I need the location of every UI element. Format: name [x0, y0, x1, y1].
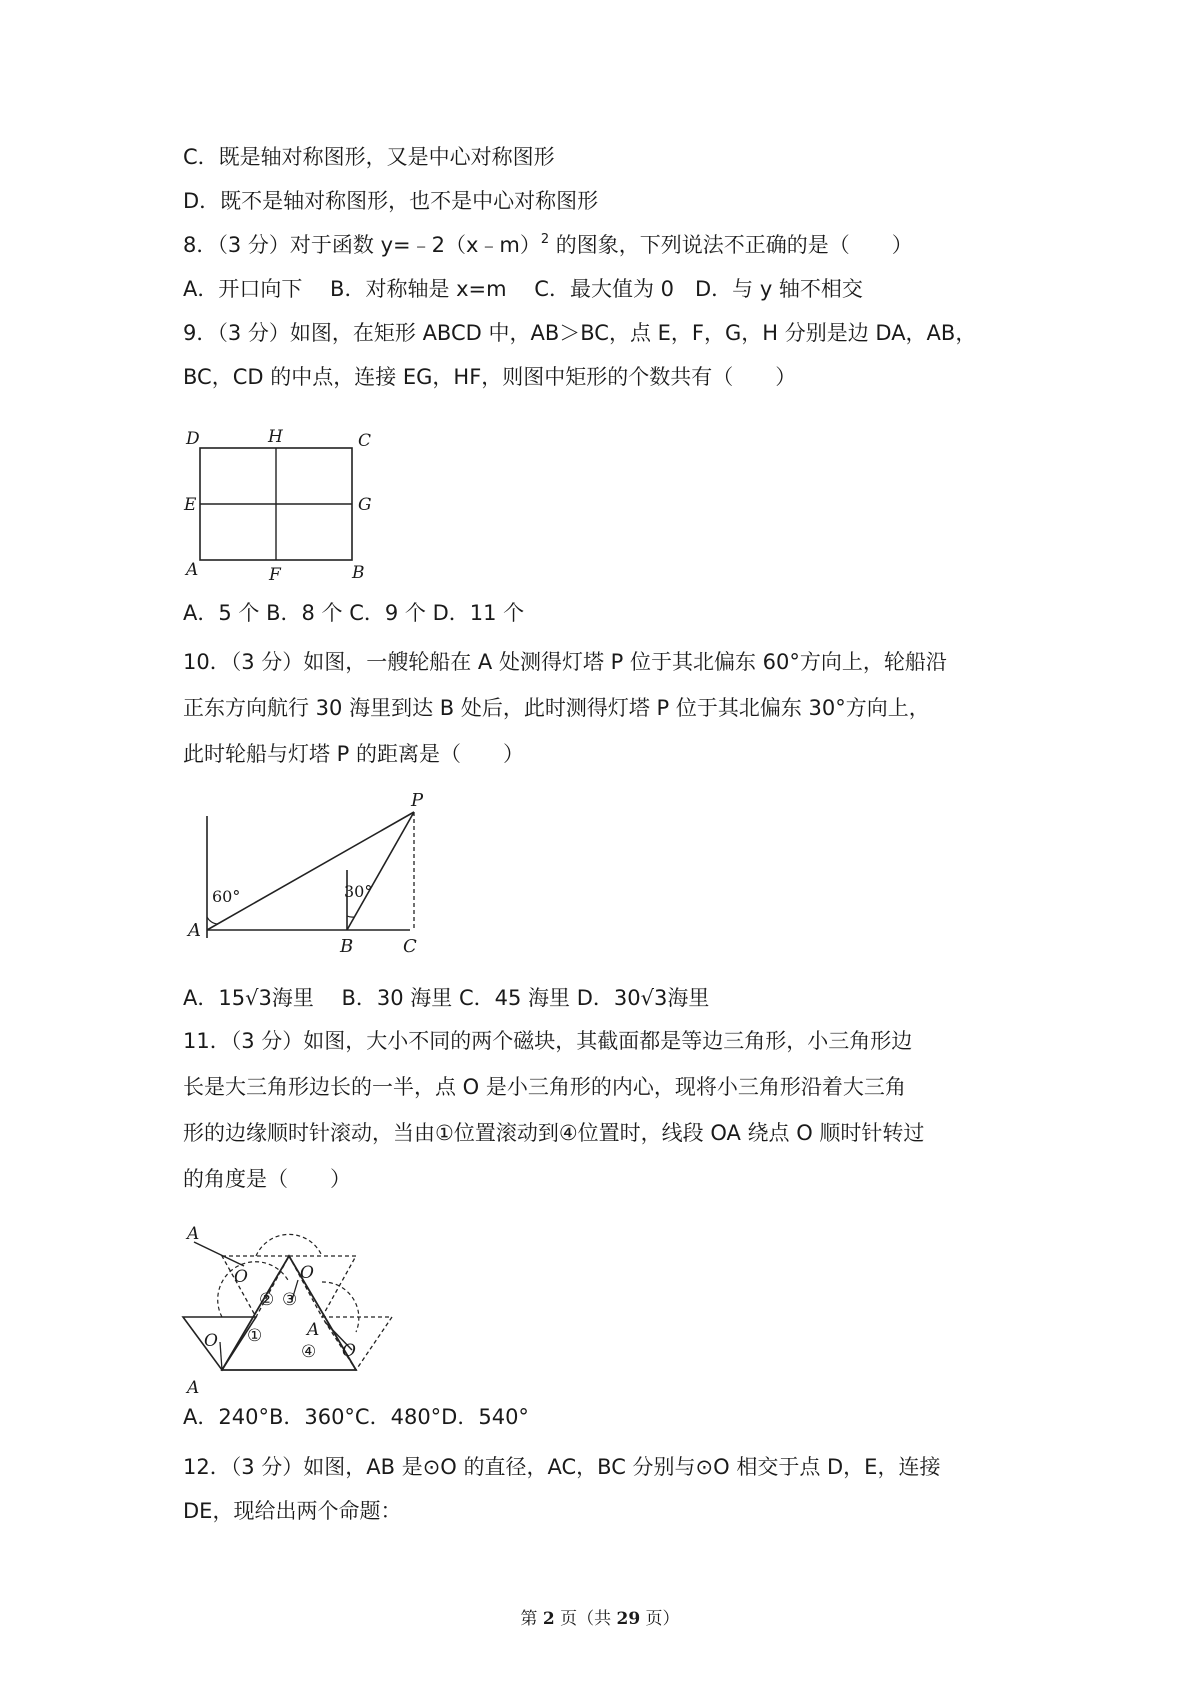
q9-label-f: F — [269, 565, 281, 585]
q9-label-e: E — [184, 495, 197, 515]
q12-line-2: DE，现给出两个命题： — [183, 1499, 402, 1523]
q10-label-p: P — [411, 790, 424, 811]
q9-label-h: H — [268, 428, 283, 447]
q9-label-g: G — [358, 495, 372, 515]
q9-label-c: C — [358, 431, 372, 451]
q11-line-3: 形的边缘顺时针滚动，当由①位置滚动到④位置时，线段 OA 绕点 O 顺时针转过 — [183, 1121, 925, 1145]
q9-line-1: 9．（3 分）如图，在矩形 ABCD 中，AB＞BC，点 E，F，G，H 分别是边 DA，AB， — [183, 321, 977, 345]
q11-line-1: 11．（3 分）如图，大小不同的两个磁块，其截面都是等边三角形，小三角形边 — [183, 1029, 913, 1053]
q10-line-1: 10．（3 分）如图，一艘轮船在 A 处测得灯塔 P 位于其北偏东 60°方向上，轮船沿 — [183, 650, 947, 674]
q10-angle-b: 30° — [344, 882, 373, 901]
q8-stem-a: 8．（3 分）对于函数 y=﹣2（x﹣m） — [183, 233, 541, 257]
q9-label-d: D — [186, 429, 200, 449]
q10-lighthouse-figure — [180, 790, 440, 960]
q10-line-2: 正东方向航行 30 海里到达 B 处后，此时测得灯塔 P 位于其北偏东 30°方向上， — [183, 696, 930, 720]
q8-exponent: 2 — [540, 232, 550, 247]
footer-prefix: 第 — [520, 1609, 543, 1629]
q12-line-1: 12．（3 分）如图，AB 是⊙O 的直径，AC，BC 分别与⊙O 相交于点 D，E，连接 — [183, 1455, 941, 1479]
q11-position-4: ④ — [301, 1342, 317, 1362]
q11-label-o-3: O — [204, 1331, 218, 1351]
q10-label-c: C — [403, 936, 417, 957]
q11-position-1: ① — [247, 1326, 263, 1346]
q7-option-d: D．既不是轴对称图形，也不是中心对称图形 — [183, 189, 599, 213]
footer-page-number: 2 — [542, 1609, 555, 1629]
q11-magnet-triangle-figure — [180, 1222, 400, 1397]
footer-total-pages: 29 — [616, 1609, 641, 1629]
q11-label-a-mid: A — [307, 1320, 320, 1340]
q11-position-3: ③ — [282, 1290, 298, 1310]
footer-suffix: 页） — [640, 1609, 680, 1629]
q11-label-a-top: A — [187, 1224, 200, 1244]
q10-label-b: B — [340, 936, 354, 957]
q10-line-3: 此时轮船与灯塔 P 的距离是（ ） — [183, 742, 525, 766]
q7-option-c: C．既是轴对称图形，又是中心对称图形 — [183, 145, 555, 169]
q8-stem — [183, 230, 913, 264]
q11-position-2: ② — [259, 1290, 275, 1310]
q11-label-o-1: O — [234, 1267, 248, 1287]
q11-line-4: 的角度是（ ） — [183, 1167, 351, 1191]
q8-stem-b: 的图象，下列说法不正确的是（ ） — [549, 233, 913, 257]
q11-label-o-4: O — [342, 1341, 356, 1361]
q10-angle-a: 60° — [212, 887, 241, 906]
page-footer — [0, 1604, 1200, 1629]
q9-label-a: A — [186, 560, 199, 580]
q11-label-a-bottom: A — [187, 1378, 200, 1397]
q11-line-2: 长是大三角形边长的一半，点 O 是小三角形的内心，现将小三角形沿着大三角 — [183, 1075, 906, 1099]
q9-line-2: BC，CD 的中点，连接 EG，HF，则图中矩形的个数共有（ ） — [183, 365, 797, 389]
q11-options: A．240°B．360°C．480°D．540° — [183, 1405, 529, 1429]
q9-options: A．5 个 B．8 个 C．9 个 D．11 个 — [183, 601, 525, 625]
q10-label-a: A — [188, 920, 201, 941]
q10-options: A．15√3海里 B．30 海里 C．45 海里 D．30√3海里 — [183, 986, 710, 1010]
q9-label-b: B — [352, 563, 365, 583]
q11-label-o-2: O — [300, 1263, 314, 1283]
q9-rectangle-figure — [180, 428, 380, 588]
footer-middle: 页（共 — [554, 1609, 617, 1629]
q8-options: A．开口向下 B．对称轴是 x=m C．最大值为 0 D．与 y 轴不相交 — [183, 277, 863, 301]
